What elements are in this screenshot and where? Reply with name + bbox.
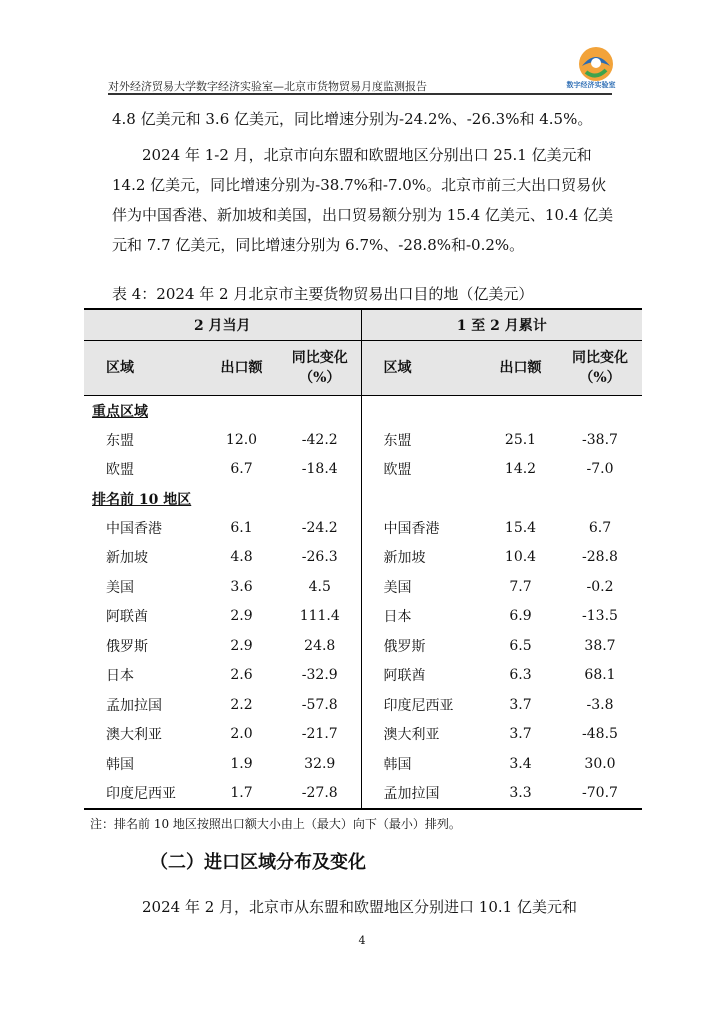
- cell-l-yoy: -18.4: [279, 455, 361, 485]
- cell-l-val: 4.8: [230, 549, 253, 566]
- cell-r-yoy: 68.1: [584, 667, 616, 684]
- cell-r-yoy: -7.0: [586, 461, 614, 478]
- cell-r-name: 东盟: [383, 432, 412, 449]
- cell-l-name: 新加坡: [106, 550, 148, 567]
- cell-r-name: 美国: [383, 579, 412, 596]
- cell-l-name: 中国香港: [106, 520, 162, 537]
- cell-r-val: 15.4: [504, 519, 537, 536]
- cell-r-yoy: 30.0: [584, 755, 616, 772]
- paragraph-2: 2024 年 1-2 月，北京市向东盟和欧盟地区分别出口 25.1 亿美元和 14.2 亿美元，同比增速分别为-38.7%和-7.0%。北京市前三大出口贸易伙伴为中国香港、新加坡和美国，出口贸易额分别为 15.4 亿美元、10.4 亿美元和 7.7 亿美元，同比增速分别为 6.7%、-28.8%和-0.2%。: [112, 146, 614, 254]
- cell-r-yoy: -0.2: [586, 578, 614, 595]
- cell-l-val: 6.1: [230, 519, 253, 536]
- cell-l-yoy: -26.3: [279, 543, 361, 573]
- cell-l-name: 日本: [106, 668, 134, 685]
- header-divider: [108, 93, 612, 95]
- cell-r-yoy: 6.7: [588, 519, 612, 536]
- report-header: 对外经济贸易大学数字经济实验室—北京市货物贸易月度监测报告: [108, 80, 427, 93]
- cell-l-val: 3.6: [230, 578, 253, 595]
- cell-r-name: 俄罗斯: [383, 638, 426, 655]
- cell-r-val: 25.1: [504, 431, 537, 448]
- group-header-cumulative: 1 至 2 月累计: [361, 309, 642, 341]
- table-caption: 表 4：2024 年 2 月北京市主要货物贸易出口目的地（亿美元）: [112, 285, 534, 303]
- cell-r-yoy: -38.7: [582, 431, 618, 448]
- table-note: 注：排名前 10 地区按照出口额大小由上（最大）向下（最小）排列。: [90, 817, 461, 831]
- table-row: [84, 572, 642, 602]
- cell-r-val: 6.5: [509, 637, 532, 654]
- table-row: [84, 543, 642, 573]
- category-row: [84, 396, 642, 426]
- table-row: [84, 661, 642, 691]
- cell-r-val: 3.7: [509, 726, 532, 743]
- cell-r-yoy: -28.8: [582, 549, 618, 566]
- cell-l-val: 2.0: [230, 726, 253, 743]
- cell-l-yoy: -24.2: [279, 513, 361, 543]
- cell-l-name: 孟加拉国: [106, 697, 162, 714]
- section-title: （二）进口区域分布及变化: [150, 852, 366, 873]
- cell-l-yoy: 32.9: [279, 749, 361, 779]
- cell-l-val: 2.2: [230, 696, 253, 713]
- cell-r-val: 6.3: [509, 667, 532, 684]
- cell-l-yoy: -21.7: [279, 720, 361, 750]
- cell-r-yoy: -48.5: [582, 726, 618, 743]
- cell-l-val: 1.9: [230, 755, 253, 772]
- cell-r-name: 澳大利亚: [383, 727, 440, 744]
- cell-l-yoy: -57.8: [279, 690, 361, 720]
- cell-l-name: 澳大利亚: [106, 727, 162, 744]
- cell-l-name: 美国: [106, 579, 134, 596]
- category-key-regions: 重点区域: [84, 396, 361, 426]
- cell-l-name: 印度尼西亚: [84, 779, 204, 810]
- table-row: [84, 779, 642, 810]
- cell-l-name: 俄罗斯: [106, 638, 148, 655]
- cell-l-yoy: -42.2: [279, 425, 361, 455]
- cell-r-val: 7.7: [509, 578, 532, 595]
- cell-r-name: 新加坡: [383, 550, 426, 567]
- table-row: [84, 749, 642, 779]
- cell-l-yoy: 4.5: [279, 572, 361, 602]
- col-export: 出口额: [204, 341, 279, 396]
- page-number: 4: [358, 934, 366, 947]
- cell-r-name: 中国香港: [383, 520, 440, 537]
- table-row: [84, 425, 642, 455]
- table-row: [84, 690, 642, 720]
- cell-l-yoy: -32.9: [279, 661, 361, 691]
- cell-r-val: 3.4: [509, 755, 532, 772]
- col-region: 区域: [84, 341, 204, 396]
- col-export: 出口额: [483, 341, 558, 396]
- cell-l-name: 韩国: [106, 756, 134, 773]
- cell-l-name: 东盟: [106, 432, 134, 449]
- cell-l-val: 6.7: [230, 461, 253, 478]
- cell-r-val: 10.4: [504, 549, 537, 566]
- cell-l-yoy: 111.4: [279, 602, 361, 632]
- table-row: [84, 720, 642, 750]
- cell-r-name: 印度尼西亚: [383, 697, 454, 714]
- section-paragraph: 2024 年 2 月，北京市从东盟和欧盟地区分别进口 10.1 亿美元和: [142, 898, 577, 916]
- export-destination-table: [84, 308, 642, 810]
- cell-r-name: 阿联酋: [383, 668, 426, 685]
- table-row: [84, 602, 642, 632]
- cell-r-yoy: -70.7: [558, 779, 642, 810]
- cell-r-name: 孟加拉国: [361, 779, 483, 810]
- col-yoy: 同比变化（%）: [279, 341, 361, 396]
- cell-l-val: 2.6: [230, 667, 253, 684]
- cell-r-val: 3.3: [483, 779, 558, 810]
- cell-r-yoy: -3.8: [586, 696, 614, 713]
- cell-r-val: 14.2: [504, 461, 537, 478]
- cell-l-val: 12.0: [225, 431, 258, 448]
- col-yoy: 同比变化（%）: [558, 341, 642, 396]
- group-header-month: 2 月当月: [84, 309, 361, 341]
- cell-l-val: 2.9: [230, 608, 253, 625]
- table-row: [84, 513, 642, 543]
- col-region: 区域: [361, 341, 483, 396]
- table-row: [84, 455, 642, 485]
- logo-text: 数字经济实验室: [566, 81, 616, 89]
- cell-r-name: 韩国: [383, 756, 412, 773]
- cell-r-name: 欧盟: [383, 462, 412, 479]
- cell-l-name: 欧盟: [106, 462, 134, 479]
- cell-r-name: 日本: [383, 609, 412, 626]
- cell-l-yoy: 24.8: [279, 631, 361, 661]
- cell-r-val: 3.7: [509, 696, 532, 713]
- cell-l-val: 1.7: [204, 779, 279, 810]
- cell-l-name: 阿联酋: [106, 609, 148, 626]
- paragraph-1: 4.8 亿美元和 3.6 亿美元，同比增速分别为-24.2%、-26.3%和 4.5%。: [112, 110, 593, 128]
- category-top10: 排名前 10 地区: [84, 484, 361, 513]
- cell-l-val: 2.9: [230, 637, 253, 654]
- table-row: [84, 631, 642, 661]
- cell-r-val: 6.9: [509, 608, 532, 625]
- cell-r-yoy: 38.7: [584, 637, 616, 654]
- cell-l-yoy: -27.8: [279, 779, 361, 810]
- cell-r-yoy: -13.5: [582, 608, 618, 625]
- category-row: [84, 484, 642, 513]
